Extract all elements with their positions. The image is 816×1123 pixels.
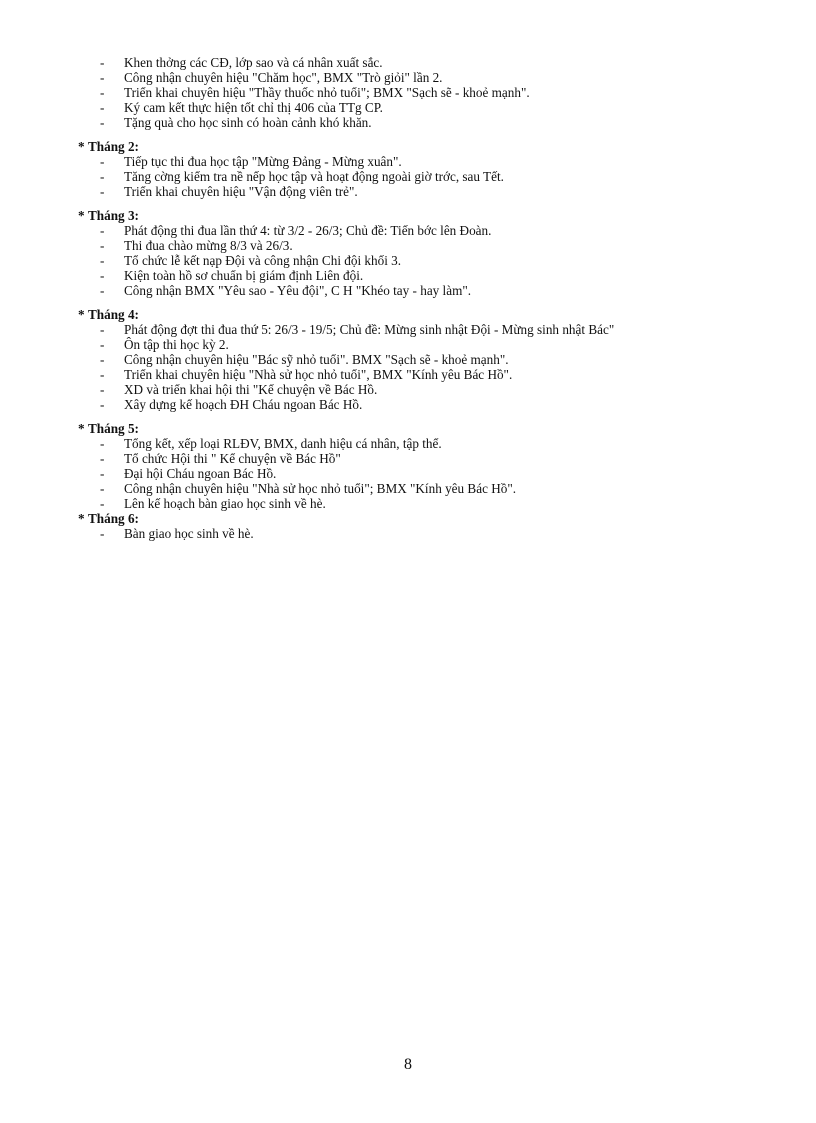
list-item-text: Tặng quà cho học sinh có hoàn cảnh khó khăn. (124, 115, 372, 130)
month-heading (78, 307, 758, 322)
list-item-text: Phát động thi đua lần thứ 4: từ 3/2 - 26/3; Chủ đề: Tiến bớc lên Đoàn. (124, 223, 492, 238)
dash-bullet: - (100, 382, 105, 397)
dash-bullet: - (100, 436, 105, 451)
list-item-text: Xây dựng kế hoạch ĐH Cháu ngoan Bác Hồ. (124, 397, 363, 412)
list-item-text: Bàn giao học sinh về hè. (124, 526, 254, 541)
list-item (78, 169, 758, 184)
list-item-text: Triển khai chuyên hiệu "Thầy thuốc nhỏ tuổi"; BMX "Sạch sẽ - khoẻ mạnh". (124, 85, 530, 100)
page-number: 8 (404, 1056, 412, 1073)
list-item-text: Tiếp tục thi đua học tập "Mừng Đảng - Mừng xuân". (124, 154, 402, 169)
dash-bullet: - (100, 367, 105, 382)
list-item-text: Khen thởng các CĐ, lớp sao và cá nhân xuất sắc. (124, 55, 383, 70)
list-item-text: XD và triển khai hội thi "Kể chuyện về Bác Hồ. (124, 382, 378, 397)
list-item (78, 352, 758, 367)
list-item-text: Công nhận chuyên hiệu "Nhà sử học nhỏ tuổi"; BMX "Kính yêu Bác Hồ". (124, 481, 517, 496)
list-item-text: Ký cam kết thực hiện tốt chỉ thị 406 của TTg CP. (124, 100, 383, 115)
month-section (78, 208, 758, 298)
list-item (78, 322, 758, 337)
month-section (78, 421, 758, 511)
activity-list (78, 526, 758, 541)
list-item-text: Tổng kết, xếp loại RLĐV, BMX, danh hiệu cá nhân, tập thể. (124, 436, 442, 451)
month-heading-text: Tháng 5: (88, 421, 139, 436)
list-item (78, 466, 758, 481)
list-item (78, 115, 758, 130)
dash-bullet: - (100, 169, 105, 184)
list-item-text: Triển khai chuyên hiệu "Vận động viên trẻ". (124, 184, 358, 199)
activity-list (78, 154, 758, 199)
list-item-text: Công nhận chuyên hiệu "Bác sỹ nhỏ tuổi". BMX "Sạch sẽ - khoẻ mạnh". (124, 352, 509, 367)
dash-bullet: - (100, 238, 105, 253)
list-item-text: Tăng cờng kiểm tra nề nếp học tập và hoạt động ngoài giờ trớc, sau Tết. (124, 169, 504, 184)
dash-bullet: - (100, 55, 105, 70)
list-item (78, 496, 758, 511)
dash-bullet: - (100, 115, 105, 130)
list-item-text: Tổ chức Hội thi " Kể chuyện về Bác Hồ" (124, 451, 341, 466)
list-item (78, 382, 758, 397)
list-item (78, 253, 758, 268)
activity-list (78, 223, 758, 298)
asterisk-icon: * (78, 307, 85, 322)
dash-bullet: - (100, 352, 105, 367)
activity-list (78, 322, 758, 412)
month-heading (78, 208, 758, 223)
list-item (78, 70, 758, 85)
list-item-text: Công nhận chuyên hiệu "Chăm học", BMX "Trò giỏi" lần 2. (124, 70, 443, 85)
list-item-text: Công nhận BMX "Yêu sao - Yêu đội", C H "Khéo tay - hay làm". (124, 283, 472, 298)
list-item (78, 337, 758, 352)
list-item-text: Ôn tập thi học kỳ 2. (124, 337, 229, 352)
month-heading (78, 139, 758, 154)
dash-bullet: - (100, 526, 105, 541)
list-item (78, 268, 758, 283)
month-section (78, 307, 758, 412)
list-item (78, 223, 758, 238)
dash-bullet: - (100, 85, 105, 100)
dash-bullet: - (100, 184, 105, 199)
list-item (78, 283, 758, 298)
month-heading (78, 421, 758, 436)
dash-bullet: - (100, 466, 105, 481)
dash-bullet: - (100, 70, 105, 85)
list-item-text: Tổ chức lễ kết nạp Đội và công nhận Chi đội khối 3. (124, 253, 402, 268)
dash-bullet: - (100, 253, 105, 268)
dash-bullet: - (100, 451, 105, 466)
dash-bullet: - (100, 223, 105, 238)
list-item (78, 55, 758, 70)
list-item-text: Phát động đợt thi đua thứ 5: 26/3 - 19/5; Chủ đề: Mừng sinh nhật Đội - Mừng sinh nhật Bác" (124, 322, 615, 337)
asterisk-icon: * (78, 139, 85, 154)
dash-bullet: - (100, 337, 105, 352)
month-section (78, 55, 758, 130)
activity-list (78, 436, 758, 511)
month-heading-text: Tháng 3: (88, 208, 139, 223)
asterisk-icon: * (78, 208, 85, 223)
month-section (78, 511, 758, 541)
list-item (78, 397, 758, 412)
month-heading-text: Tháng 2: (88, 139, 139, 154)
list-item (78, 367, 758, 382)
list-item (78, 154, 758, 169)
month-heading-text: Tháng 4: (88, 307, 139, 322)
dash-bullet: - (100, 481, 105, 496)
plan-content (78, 55, 758, 550)
list-item-text: Triển khai chuyên hiệu "Nhà sử học nhỏ tuổi", BMX "Kính yêu Bác Hồ". (124, 367, 513, 382)
list-item (78, 184, 758, 199)
list-item (78, 85, 758, 100)
list-item (78, 481, 758, 496)
month-section (78, 139, 758, 199)
list-item-text: Thi đua chào mừng 8/3 và 26/3. (124, 238, 293, 253)
list-item (78, 100, 758, 115)
activity-list (78, 55, 758, 130)
asterisk-icon: * (78, 421, 85, 436)
list-item (78, 526, 758, 541)
list-item (78, 451, 758, 466)
dash-bullet: - (100, 322, 105, 337)
dash-bullet: - (100, 268, 105, 283)
list-item (78, 238, 758, 253)
list-item-text: Lên kế hoạch bàn giao học sinh về hè. (124, 496, 326, 511)
month-heading-text: Tháng 6: (88, 511, 139, 526)
dash-bullet: - (100, 154, 105, 169)
dash-bullet: - (100, 397, 105, 412)
dash-bullet: - (100, 496, 105, 511)
dash-bullet: - (100, 100, 105, 115)
asterisk-icon: * (78, 511, 85, 526)
list-item-text: Đại hội Cháu ngoan Bác Hồ. (124, 466, 277, 481)
list-item-text: Kiện toàn hồ sơ chuẩn bị giám định Liên đội. (124, 268, 364, 283)
dash-bullet: - (100, 283, 105, 298)
list-item (78, 436, 758, 451)
month-heading (78, 511, 758, 526)
